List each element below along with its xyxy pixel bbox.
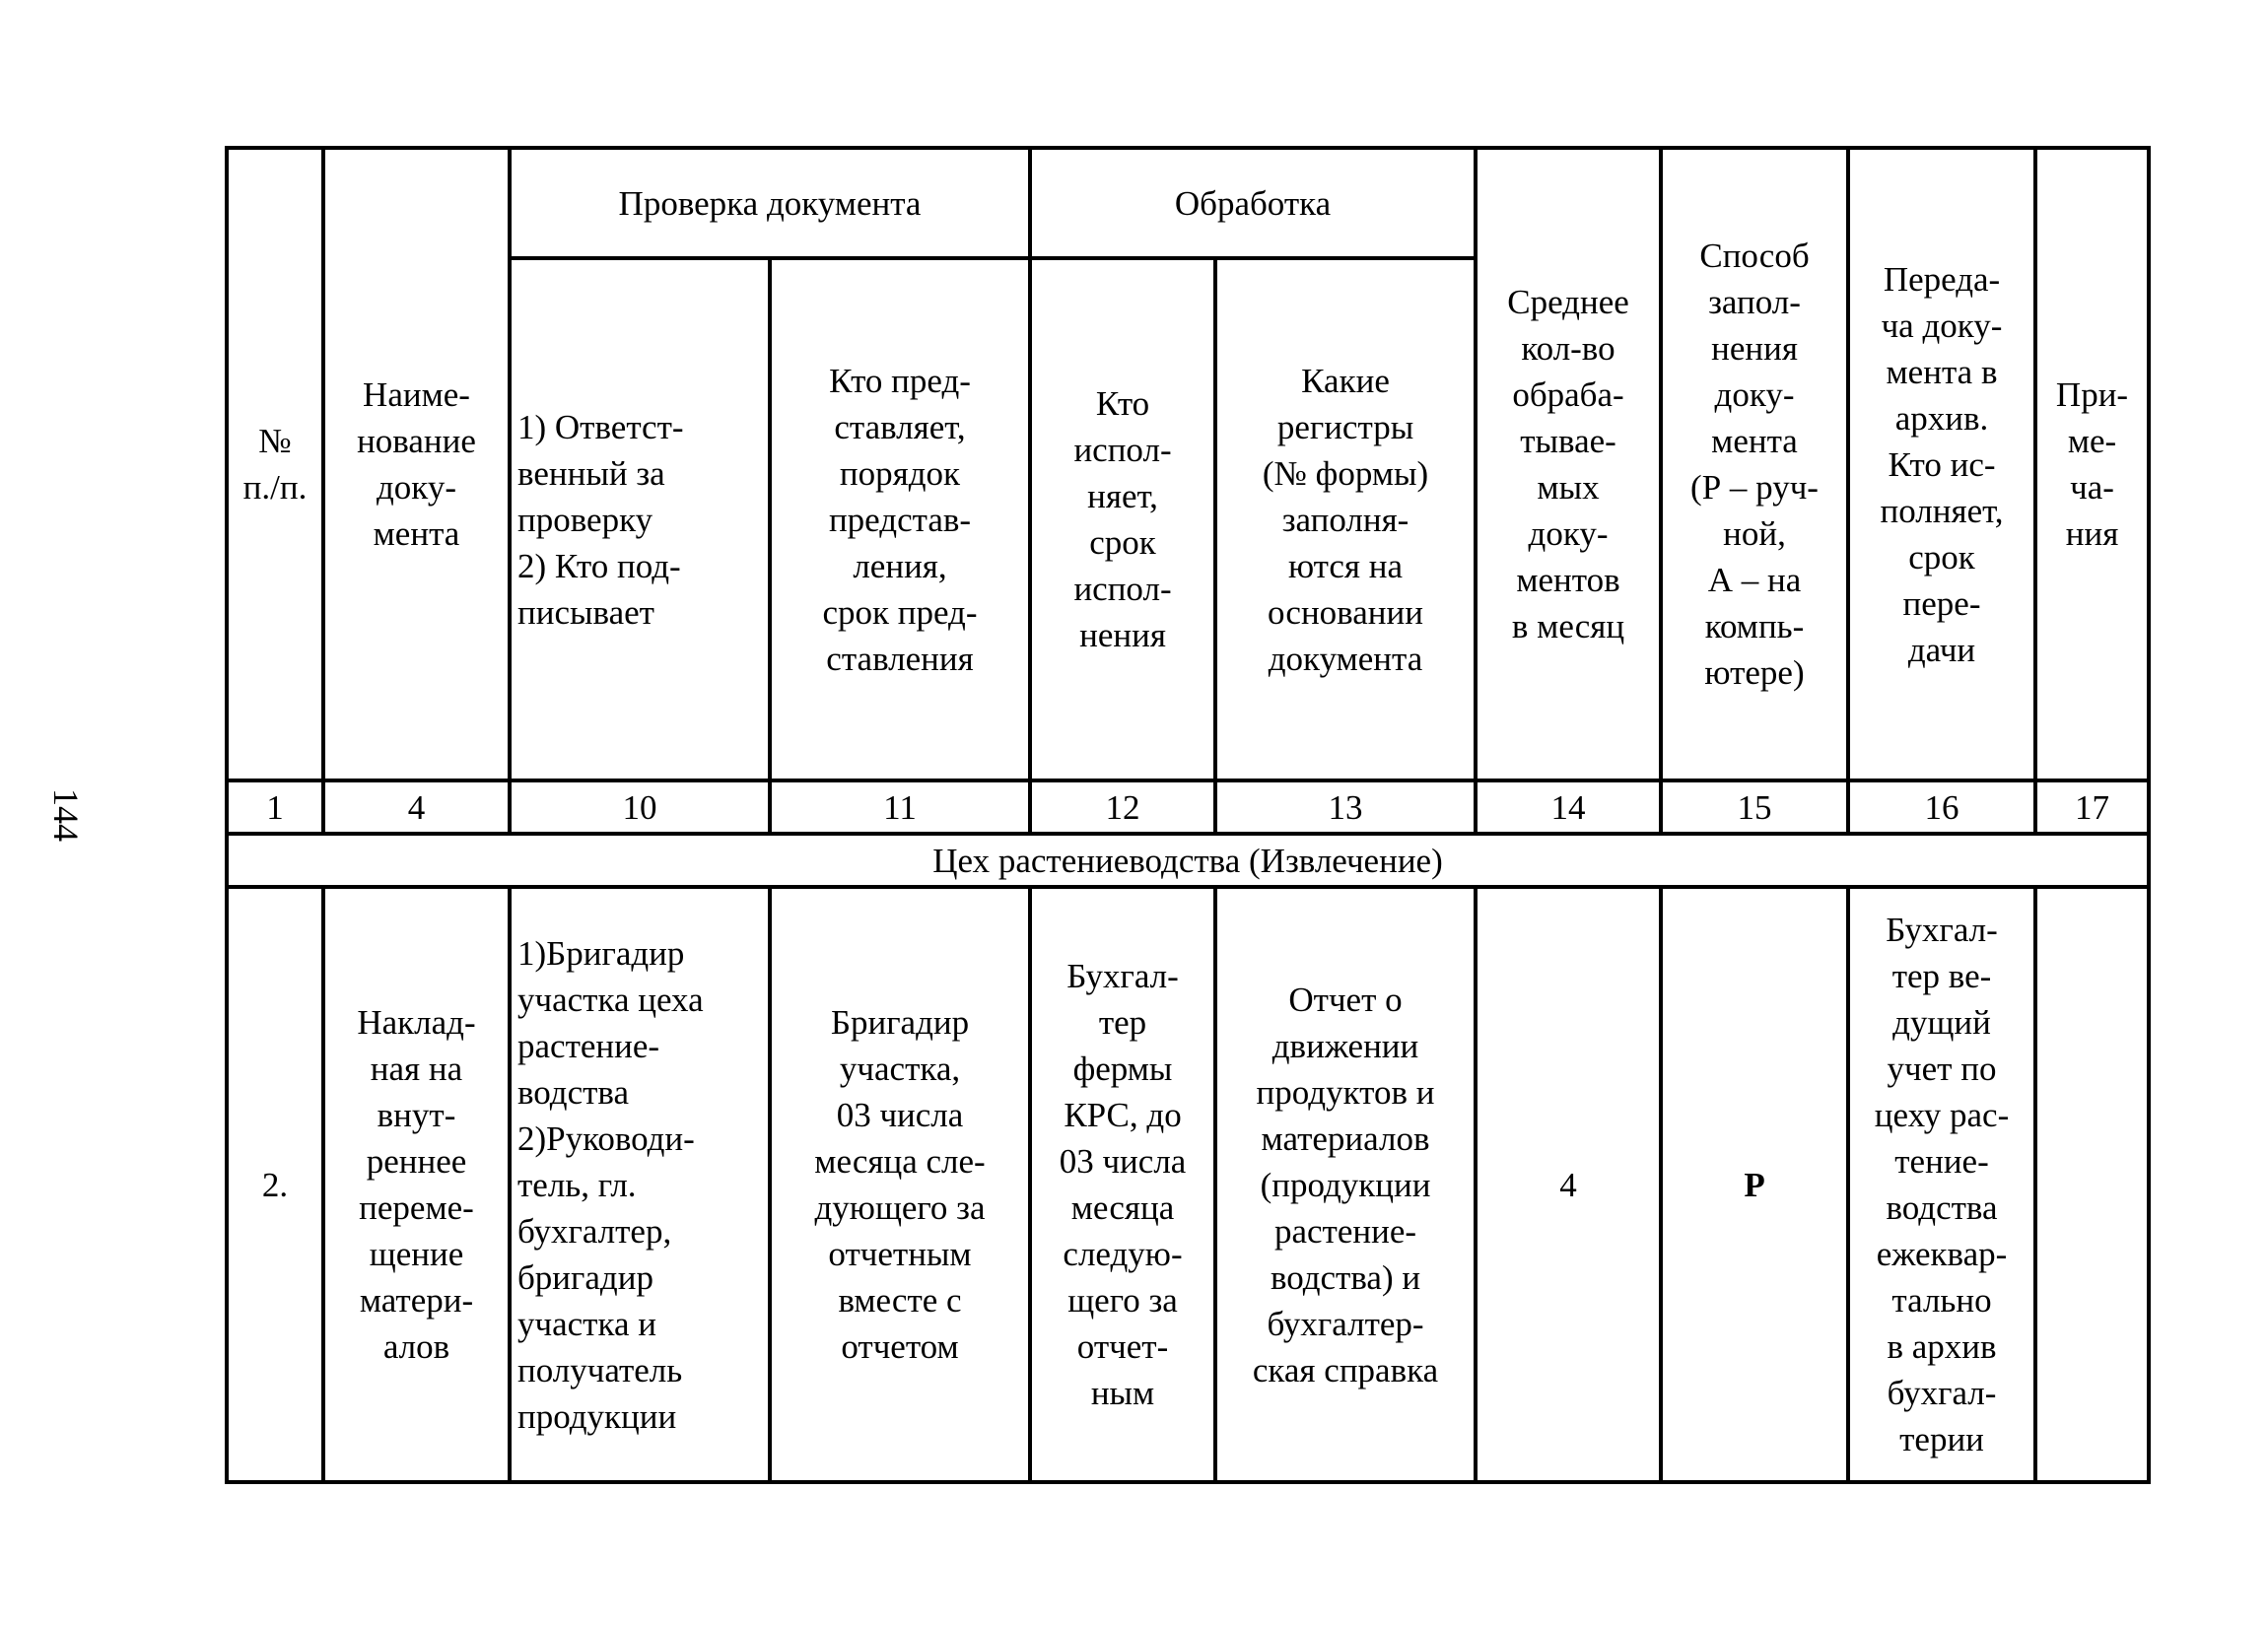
column-number: 4 <box>323 780 510 834</box>
column-number: 11 <box>770 780 1030 834</box>
cell-document-name: Наклад- ная на внут- реннее переме- щение матери- алов <box>323 887 510 1482</box>
col-header-archive-transfer: Переда- ча доку- мента в архив. Кто ис- полняет, срок пере- дачи <box>1848 148 2035 780</box>
column-number: 1 <box>227 780 323 834</box>
cell-submitter: Бригадир участка, 03 числа месяца сле- дующего за отчетным вместе с отчетом <box>770 887 1030 1482</box>
col-header-fill-method: Способ запол- нения доку- мента (Р – руч- ной, А – на компь- ютере) <box>1661 148 1848 780</box>
group-header-processing: Обработка <box>1030 148 1476 258</box>
col-header-avg-count: Среднее кол-во обраба- тывае- мых доку- ментов в месяц <box>1476 148 1661 780</box>
column-number-row <box>227 780 2149 834</box>
column-number: 14 <box>1476 780 1661 834</box>
col-header-notes: При- ме- ча- ния <box>2035 148 2149 780</box>
cell-registers: Отчет о движении продуктов и материалов (продукции растение- водства) и бухгалтер- ская справка <box>1215 887 1476 1482</box>
group-header-verification: Проверка документа <box>510 148 1030 258</box>
col-header-registers: Какие регистры (№ формы) заполня- ются на основании документа <box>1215 258 1476 780</box>
column-number: 12 <box>1030 780 1215 834</box>
cell-number: 2. <box>227 887 323 1482</box>
column-number: 16 <box>1848 780 2035 834</box>
cell-executor: Бухгал- тер фермы КРС, до 03 числа месяца следую- щего за отчет- ным <box>1030 887 1215 1482</box>
cell-archive-transfer: Бухгал- тер ве- дущий учет по цеху рас- тение- водства ежеквар- тально в архив бухгал- терии <box>1848 887 2035 1482</box>
cell-responsible: 1)Бригадир участка цеха растение- водства 2)Руководи- тель, гл. бухгалтер, бригадир участка и получатель продукции <box>510 887 770 1482</box>
col-header-submitter: Кто пред- ставляет, порядок представ- ления, срок пред- ставления <box>770 258 1030 780</box>
cell-avg-count: 4 <box>1476 887 1661 1482</box>
col-header-executor: Кто испол- няет, срок испол- нения <box>1030 258 1215 780</box>
column-number: 10 <box>510 780 770 834</box>
section-row <box>227 834 2149 887</box>
table-row <box>227 887 2149 1482</box>
document-registry-table <box>225 146 2151 1484</box>
section-title: Цех растениеводства (Извлечение) <box>227 834 2149 887</box>
column-number: 17 <box>2035 780 2149 834</box>
col-header-number: № п./п. <box>227 148 323 780</box>
header-group-row <box>227 148 2149 258</box>
cell-notes <box>2035 887 2149 1482</box>
column-number: 15 <box>1661 780 1848 834</box>
cell-fill-method: Р <box>1661 887 1848 1482</box>
col-header-document-name: Наиме- нование доку- мента <box>323 148 510 780</box>
page-number: 144 <box>46 788 86 842</box>
col-header-responsible: 1) Ответст- венный за проверку 2) Кто под- писывает <box>510 258 770 780</box>
column-number: 13 <box>1215 780 1476 834</box>
